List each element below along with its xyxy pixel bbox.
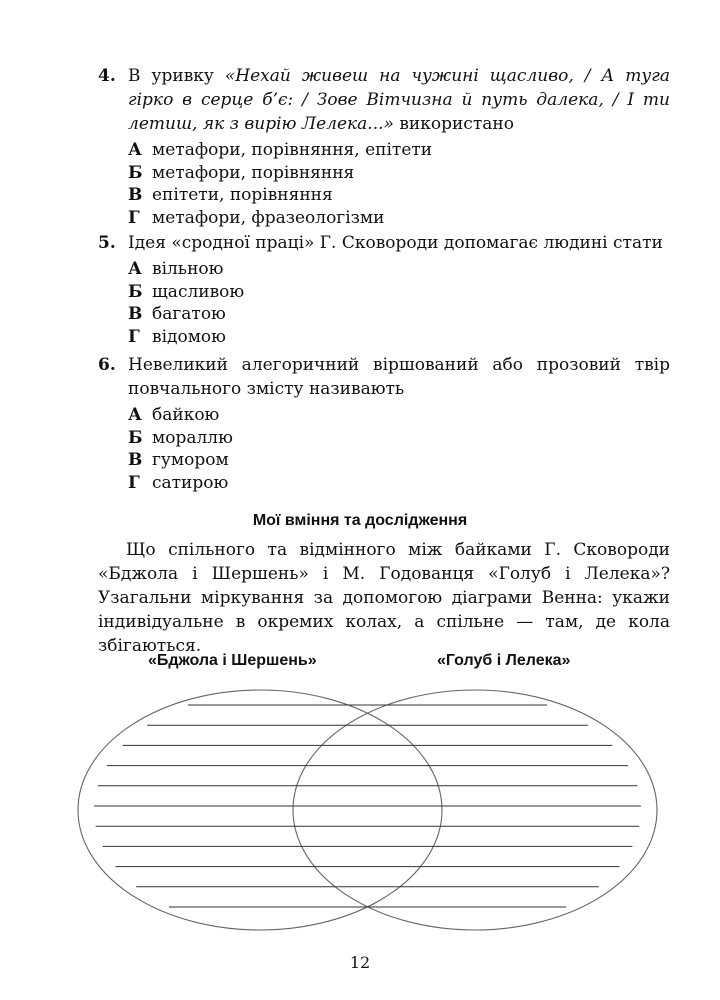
option-v[interactable]: В епітети, порівняння	[128, 185, 333, 206]
option-v[interactable]: В багатою	[128, 304, 226, 325]
question-stem: Невеликий алегоричний віршований або прозовий твір повчального змісту називають	[128, 355, 670, 399]
venn-right-label: «Голуб і Лелека»	[437, 652, 571, 669]
page-number: 12	[349, 953, 371, 972]
venn-diagram	[0, 682, 720, 932]
question-5	[98, 231, 670, 348]
option-a[interactable]: А байкою	[128, 405, 220, 425]
question-stem: В уривку «Нехай живеш на чужині щасливо, / А туга гірко в серце б’є: / Зове Вітчизна й путь далека, / І ти летиш, як з вирію Лелека...» використано	[128, 66, 670, 134]
venn-right-circle	[293, 690, 657, 930]
section-title: Мої вміння та дослідження	[252, 512, 468, 529]
task-text: Що спільного та відмінного між байками Г. Сковороди «Бджола і Шершень» і М. Годованця «Голуб і Лелека»? Узагальни міркування за допомогою діаграми Венна: укажи індивідуальне в окремих колах, а спільне — там, де кола збігаються.	[98, 540, 670, 656]
question-4	[98, 64, 670, 229]
venn-left-circle	[78, 690, 442, 930]
option-h[interactable]: Г відомою	[128, 326, 226, 347]
venn-left-label: «Бджола і Шершень»	[148, 652, 317, 669]
answer-options	[128, 139, 670, 229]
question-number: 5.	[98, 233, 116, 253]
option-a[interactable]: А вільною	[128, 259, 224, 279]
answer-options	[128, 258, 670, 348]
answer-options	[128, 404, 670, 494]
option-b[interactable]: Б щасливою	[128, 281, 245, 302]
question-stem: Ідея «сродної праці» Г. Сковороди допомагає людині стати	[128, 233, 663, 253]
option-h[interactable]: Г метафори, фразеологізми	[128, 207, 385, 228]
question-6	[98, 353, 670, 494]
question-number: 6.	[98, 355, 116, 375]
option-b[interactable]: Б мораллю	[128, 427, 233, 448]
option-h[interactable]: Г сатирою	[128, 472, 229, 493]
option-b[interactable]: Б метафори, порівняння	[128, 162, 355, 183]
poem-quote: «Нехай живеш на чужині щасливо, / А туга гірко в серце б’є: / Зове Вітчизна й путь далека, / І ти летиш, як з вирію Лелека...»	[128, 66, 670, 134]
option-a[interactable]: А метафори, порівняння, епітети	[128, 140, 433, 160]
writing-lines[interactable]	[94, 705, 641, 907]
question-number: 4.	[98, 66, 116, 86]
option-v[interactable]: В гумором	[128, 450, 229, 471]
